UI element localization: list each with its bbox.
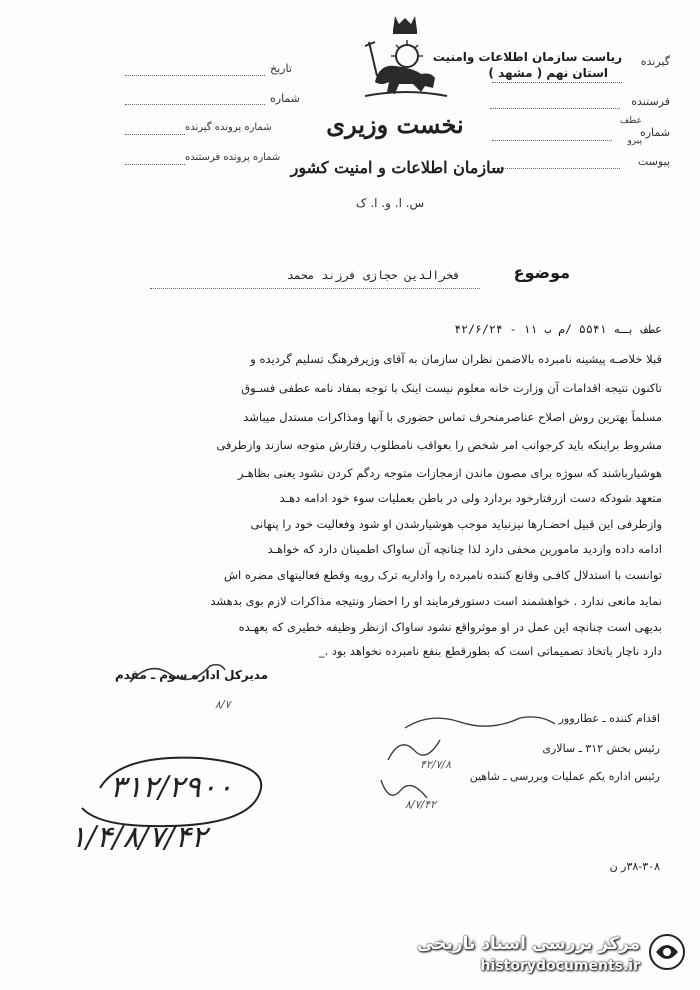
section-head-date: ۴۲/۷/۸	[420, 758, 452, 771]
body-line-9: توانست با استدلال کافـی وقانع کننده نامبرده را واداربه ترک رویه وقطع فعالیتهای مضره اش	[223, 568, 662, 582]
recipient-label: گیرنده	[640, 55, 670, 68]
attachment-label: پیوست	[637, 155, 670, 168]
recipient-file-label: شماره پرونده گیرنده	[185, 122, 272, 133]
subject-label: موضوع	[513, 263, 570, 282]
body-line-10: نماید مانعی ندارد . خواهشمند است دستورفرمایند او را احضار ونتیجه مذاکرات لازم بوی بدهشد	[210, 594, 662, 608]
office-head-date: ۸/۷/۴۲	[405, 798, 437, 811]
file-number: ۳۸-۳۰۸ر ن	[609, 860, 660, 873]
body-line-6: متعهد شودکه دست ازرفتارخود بردارد ولی در باطن بعملیات سوء خود ادامه دهـد	[279, 491, 662, 505]
number-label-left: شماره	[270, 92, 301, 105]
subject-line	[150, 288, 480, 289]
office-head-signature: رئیس اداره یکم عملیات وبررسی ـ شاهین	[469, 770, 660, 783]
date-label: تاریخ	[270, 62, 292, 75]
recipient-file-line	[125, 134, 185, 135]
sender-label: فرستنده	[631, 95, 670, 108]
organization-code: س. ا. و. ا. ک	[355, 196, 425, 210]
body-line-4: مشروط براینکه باید کرجوانب امر شخص را بعواقب نامطلوب رفتارش متوجه سازند وازطرفی	[216, 438, 662, 452]
reference-line: عطف بـه ۵۵۴۱ /م ب ۱۱ - ۴۲/۶/۲۴	[454, 322, 662, 336]
ref-label-pairo: پیرو	[627, 136, 642, 146]
number-line-right	[492, 140, 612, 141]
date-line	[125, 75, 265, 76]
number-line-left	[125, 104, 265, 105]
preparer-signature: اقدام کننده ـ عطاروور	[558, 712, 660, 725]
body-line-8: ادامه داده وازدید مامورین مخفی دارد لذا چنانچه آن ساواک اطمینان دارد که خواهـد	[267, 542, 662, 556]
registry-number: ۳۱۲/۲۹۰۰	[110, 770, 233, 805]
office-head-scribble-icon	[375, 770, 435, 810]
lion-and-sun-emblem-icon	[355, 12, 455, 100]
subject-value: فخرالدین حجازی فرزند محمد	[286, 268, 460, 282]
sender-file-line	[125, 164, 185, 165]
body-line-5: هوشیارباشند که سوژه برای مصون ماندن ازمجازات متوجه ردگم کردن نشود یعنی بظاهـر	[238, 466, 662, 480]
body-line-7: وازطرفی این قبیل احضـارها نیزنباید موجب هوشیارشدن او شود وفعالیت خود را پنهانی	[250, 517, 662, 531]
watermark-url: historydocuments.ir	[480, 958, 640, 974]
sender-file-label: شماره پرونده فرستنده	[185, 152, 281, 163]
department-head-signature: مدیرکل اداره سوم ـ مقدم	[115, 668, 269, 682]
registry-date: ۱/۴/۸/۷/۴۲	[70, 820, 208, 855]
body-line-12: دارد ناچار باتخاذ تصمیماتی است که بطورقطع بنفع نامبرده نخواهد بود ._	[318, 644, 662, 658]
recipient-value-2: استان نهم ( مشهد )	[488, 66, 608, 80]
attachment-line	[492, 168, 620, 169]
body-line-11: بدیهی است چنانچه این عمل در او موثرواقع نشود ساواک ازنظر وظیفه خطیری که بعهـده	[238, 620, 662, 634]
ref-label-atf: عطف	[619, 116, 642, 126]
department-head-scribble-icon	[120, 652, 230, 692]
watermark-logo-icon	[647, 932, 687, 972]
ministry-title: نخست وزیری	[326, 110, 464, 139]
watermark-text-fa: مرکز بررسی اسناد تاریخی	[417, 934, 640, 954]
body-line-2: تاکنون نتیجه اقدامات آن وزارت خانه معلوم نیست اینک با توجه بمفاد نامه عطفی فسـوق	[241, 381, 662, 395]
department-head-date: ۸/۷	[215, 698, 231, 711]
section-head-signature: رئیس بخش ۳۱۲ ـ سالاری	[542, 742, 660, 755]
body-line-1: قبلا خلاصـه پیشینه نامبرده بالاضمن نظران سازمان به آقای وزیرفرهنگ تسلیم گردیده و	[250, 352, 662, 366]
organization-title: سازمان اطلاعات و امنیت کشور	[290, 158, 505, 177]
section-head-scribble-icon	[380, 730, 450, 770]
sender-line	[490, 108, 620, 109]
recipient-value: ریاست سازمان اطلاعات وامنیت	[432, 50, 622, 64]
body-line-3: مسلماً بهترین روش اصلاح عناصرمنحرف تماس حضوری با آنها ومذاکرات مستدل میباشد	[243, 410, 662, 424]
recipient-line	[492, 82, 622, 83]
number-label-right: شماره	[639, 126, 670, 139]
